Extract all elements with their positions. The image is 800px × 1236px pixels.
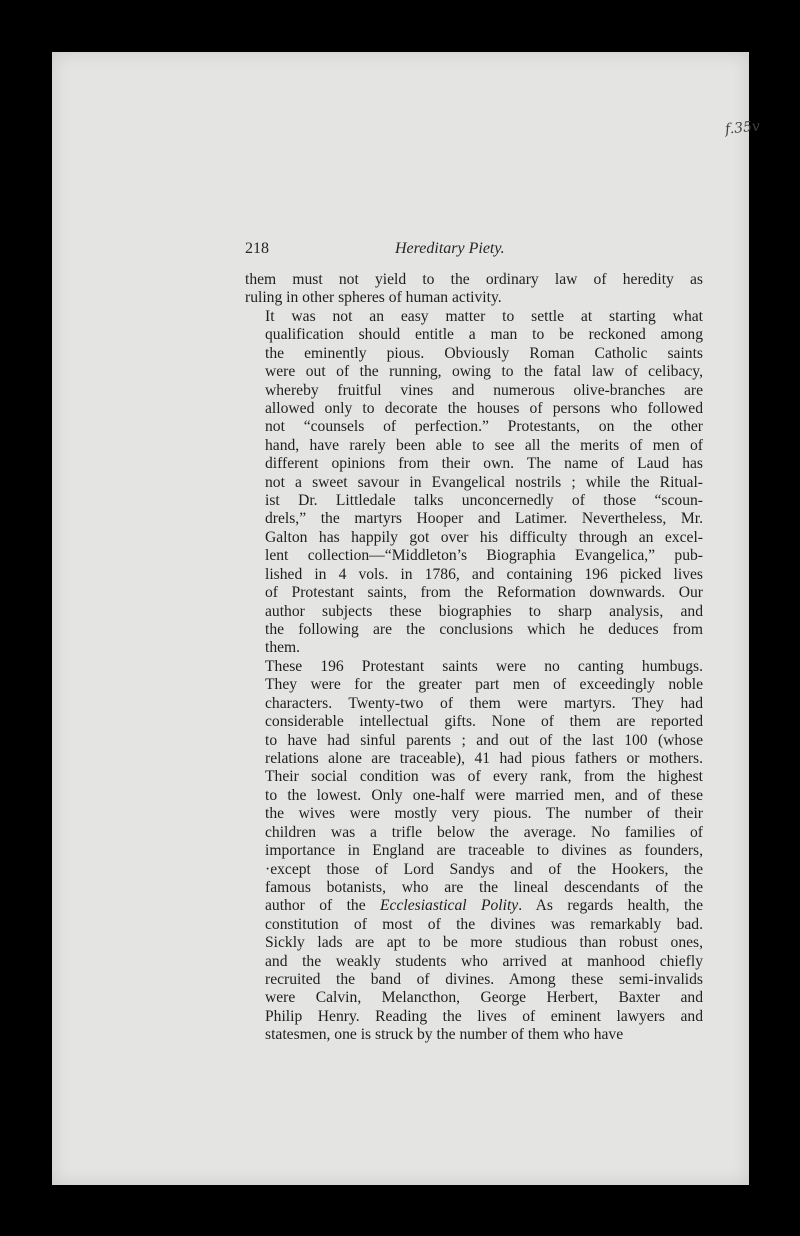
text-line: qualification should entitle a man to be reckoned among (265, 326, 703, 344)
text-line: the following are the conclusions which he deduces from (265, 621, 703, 639)
text-line: hand, have rarely been able to see all the merits of men of (265, 436, 703, 454)
text-line: characters. Twenty-two of them were martyrs. They had (265, 694, 703, 712)
text-line: statesmen, one is struck by the number of them who have (265, 1026, 624, 1044)
text-line: It was not an easy matter to settle at starting what (265, 307, 703, 325)
text-line: the eminently pious. Obviously Roman Catholic saints (265, 344, 703, 362)
text-line: famous botanists, who are the lineal descendants of the (265, 878, 703, 896)
text-line: relations alone are traceable), 41 had pious fathers or mothers. (265, 749, 703, 767)
text-line: Philip Henry. Reading the lives of eminent lawyers and (265, 1007, 703, 1025)
text-line: drels,” the martyrs Hooper and Latimer. Nevertheless, Mr. (265, 510, 703, 528)
book-page (52, 52, 761, 1185)
text-line: author subjects these biographies to sharp analysis, and (265, 602, 703, 620)
text-line: whereby fruitful vines and numerous olive-branches are (265, 381, 703, 399)
text-line: lished in 4 vols. in 1786, and containing 196 picked lives (265, 565, 703, 583)
text-line: them. (265, 639, 301, 657)
paragraph (245, 308, 703, 658)
text-line: were out of the running, owing to the fatal law of celibacy, (265, 363, 703, 381)
text-line: ist Dr. Littledale talks unconcernedly of those “scoun- (265, 492, 703, 510)
paragraph (245, 271, 703, 308)
text-line: them must not yield to the ordinary law of heredity as (245, 271, 703, 288)
text-line: to the lowest. Only one-half were married men, and of these (265, 786, 703, 804)
text-line: lent collection—“Middleton’s Biographia Evangelica,” pub- (265, 547, 703, 565)
text-line: to have had sinful parents ; and out of the last 100 (whose (265, 731, 703, 749)
text-line: allowed only to decorate the houses of persons who followed (265, 399, 703, 417)
page-number: 218 (245, 240, 269, 257)
text-line: and the weakly students who arrived at manhood chiefly (265, 952, 703, 970)
text-line: constitution of most of the divines was remarkably bad. (265, 915, 703, 933)
text-line: the wives were mostly very pious. The number of their (265, 805, 703, 823)
book-title: Ecclesiastical Polity (380, 897, 519, 915)
text-line: different opinions from their own. The name of Laud has (265, 455, 703, 473)
running-title: Hereditary Piety. (395, 240, 505, 257)
folio-mark: f.35v (724, 118, 761, 138)
text-line: of Protestant saints, from the Reformation downwards. Our (265, 584, 703, 602)
text-line: They were for the greater part men of exceedingly noble (265, 676, 703, 694)
text-line: author of the Ecclesiastical Polity. As regards health, the (265, 897, 704, 915)
text-line: children was a trifle below the average. No families of (265, 823, 703, 841)
text-line: ruling in other spheres of human activity. (245, 289, 502, 307)
text-line: recruited the band of divines. Among these semi-invalids (265, 971, 703, 989)
text-line: ·except those of Lord Sandys and of the Hookers, the (265, 860, 703, 878)
text-line: not “counsels of perfection.” Protestants, on the other (265, 418, 703, 436)
text-line: Sickly lads are apt to be more studious than robust ones, (265, 934, 703, 952)
running-head (245, 240, 703, 260)
text-line: Their social condition was of every rank, from the highest (265, 768, 703, 786)
text-line: were Calvin, Melancthon, George Herbert, Baxter and (265, 989, 703, 1007)
text-line: importance in England are traceable to divines as founders, (265, 842, 703, 860)
text-line: considerable intellectual gifts. None of them are reported (265, 713, 703, 731)
paragraph (245, 658, 703, 1045)
text-line: not a sweet savour in Evangelical nostrils ; while the Ritual- (265, 473, 703, 491)
body-text (245, 271, 703, 1045)
text-line: These 196 Protestant saints were no canting humbugs. (265, 657, 703, 675)
text-line: Galton has happily got over his difficulty through an excel- (265, 528, 703, 546)
